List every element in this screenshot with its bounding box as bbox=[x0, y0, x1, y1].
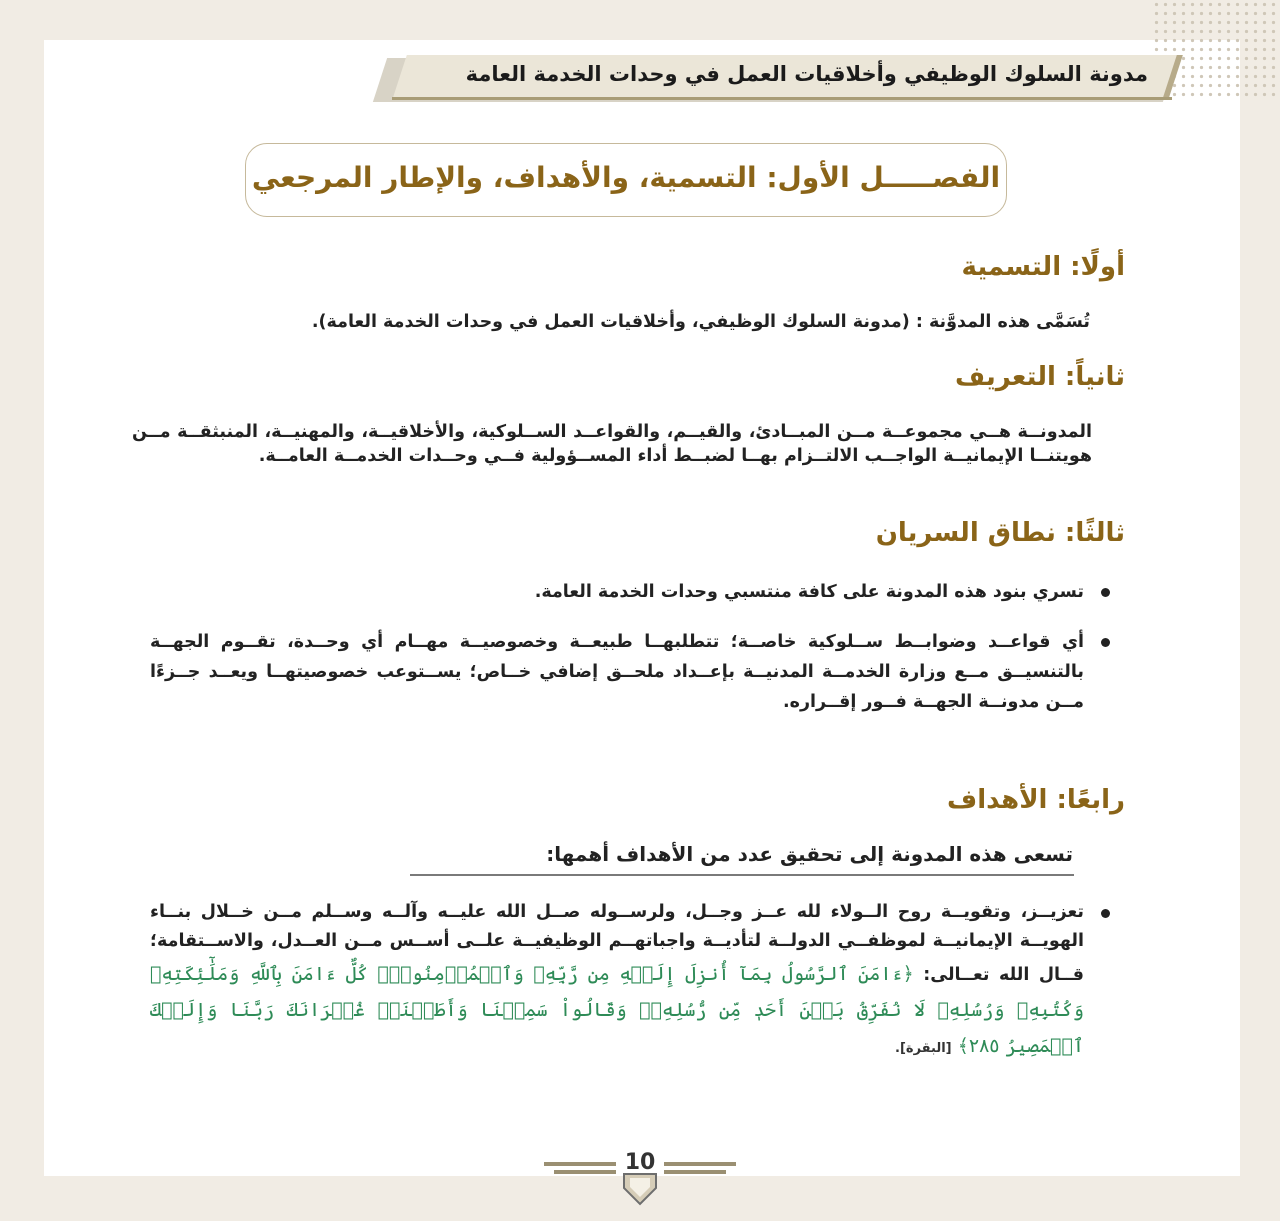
section-heading-naming: أولًا: التسمية bbox=[961, 252, 1125, 282]
scope-item-2: أي قواعــد وضوابــط ســلوكية خاصــة؛ تتطلبهــا طبيعــة وخصوصيــة مهــام أي وحــدة، تقــوم الجهــة بالتنسيــق مــع وزارة الخدمــة المدنيــة بإعــداد ملحــق إضافي خــاص؛ يســتوعب خصوصيتهــا ويعــد جــزءًا مــن مدونــة الجهــة فــور إقــراره. bbox=[150, 632, 1084, 712]
section-heading-objectives: رابعًا: الأهداف bbox=[947, 785, 1125, 815]
naming-text: تُسَمَّى هذه المدوَّنة : (مدونة السلوك الوظيفي، وأخلاقيات العمل في وحدات الخدمة العامة). bbox=[311, 312, 1090, 332]
verse-reference: [البقرة]. bbox=[895, 1041, 952, 1056]
header-title: مدونة السلوك الوظيفي وأخلاقيات العمل في وحدات الخدمة العامة bbox=[465, 62, 1148, 86]
page-number-badge bbox=[540, 1150, 740, 1210]
bullet-icon bbox=[1101, 909, 1110, 918]
header-divider bbox=[392, 97, 1172, 100]
list-item bbox=[150, 627, 1110, 717]
page-number: 10 bbox=[624, 1150, 656, 1175]
definition-text: المدونــة هــي مجموعــة مــن المبــادئ، والقيــم، والقواعــد الســلوكية، والأخلاقيــة، والمهنيــة، المنبثقــة مــن هويتنــا الإيمانيــة الواجــب الالتــزام بهــا لضبــط أداء المســؤولية فــي وحــدات الخدمــة العامــة. bbox=[132, 422, 1092, 466]
shield-icon bbox=[622, 1172, 658, 1206]
bullet-icon bbox=[1101, 588, 1110, 597]
objectives-lead: تسعى هذه المدونة إلى تحقيق عدد من الأهداف أهمها: bbox=[546, 842, 1073, 866]
section-heading-scope: ثالثًا: نطاق السريان bbox=[875, 518, 1125, 548]
chapter-title: الفصـــــل الأول: التسمية، والأهداف، والإطار المرجعي bbox=[251, 161, 1001, 194]
quran-verse: ﴿ءَامَنَ ٱلرَّسُولُ بِمَآ أُنزِلَ إِلَيۡهِ مِن رَّبِّهِۦ وَٱلۡمُؤۡمِنُونَۚ كُلٌّ ءَامَنَ بِٱللَّهِ وَمَلَٰٓئِكَتِهِۦ وَكُتُبِهِۦ وَرُسُلِهِۦ لَا نُفَرِّقُ بَيۡنَ أَحَدٖ مِّن رُّسُلِهِۦۚ وَقَالُواْ سَمِعۡنَا وَأَطَعۡنَاۖ غُفۡرَانَكَ رَبَّنَا وَإِلَيۡكَ ٱلۡمَصِيرُ ٢٨٥﴾ bbox=[150, 963, 1084, 1057]
list-item bbox=[150, 577, 1110, 607]
objective-text: تعزيــز، وتقويــة روح الــولاء لله عــز وجــل، ولرســوله صــل الله عليــه وآلــه وســلم مــن خــلال بنــاء الهويــة الإيمانيــة لموظفــي الدولــة لتأديــة واجباتهــم الوظيفيــة علــى أســس مــن العــدل، والاســتقامة؛ قــال الله تعــالى: bbox=[150, 902, 1084, 985]
section-heading-definition: ثانياً: التعريف bbox=[955, 362, 1125, 392]
objective-item bbox=[150, 898, 1110, 1064]
list-item bbox=[150, 898, 1110, 1064]
bullet-icon bbox=[1101, 638, 1110, 647]
scope-item-1: تسري بنود هذه المدونة على كافة منتسبي وحدات الخدمة العامة. bbox=[534, 582, 1084, 602]
lead-underline bbox=[410, 874, 1074, 876]
scope-list bbox=[150, 577, 1110, 737]
chapter-box bbox=[245, 143, 1007, 217]
